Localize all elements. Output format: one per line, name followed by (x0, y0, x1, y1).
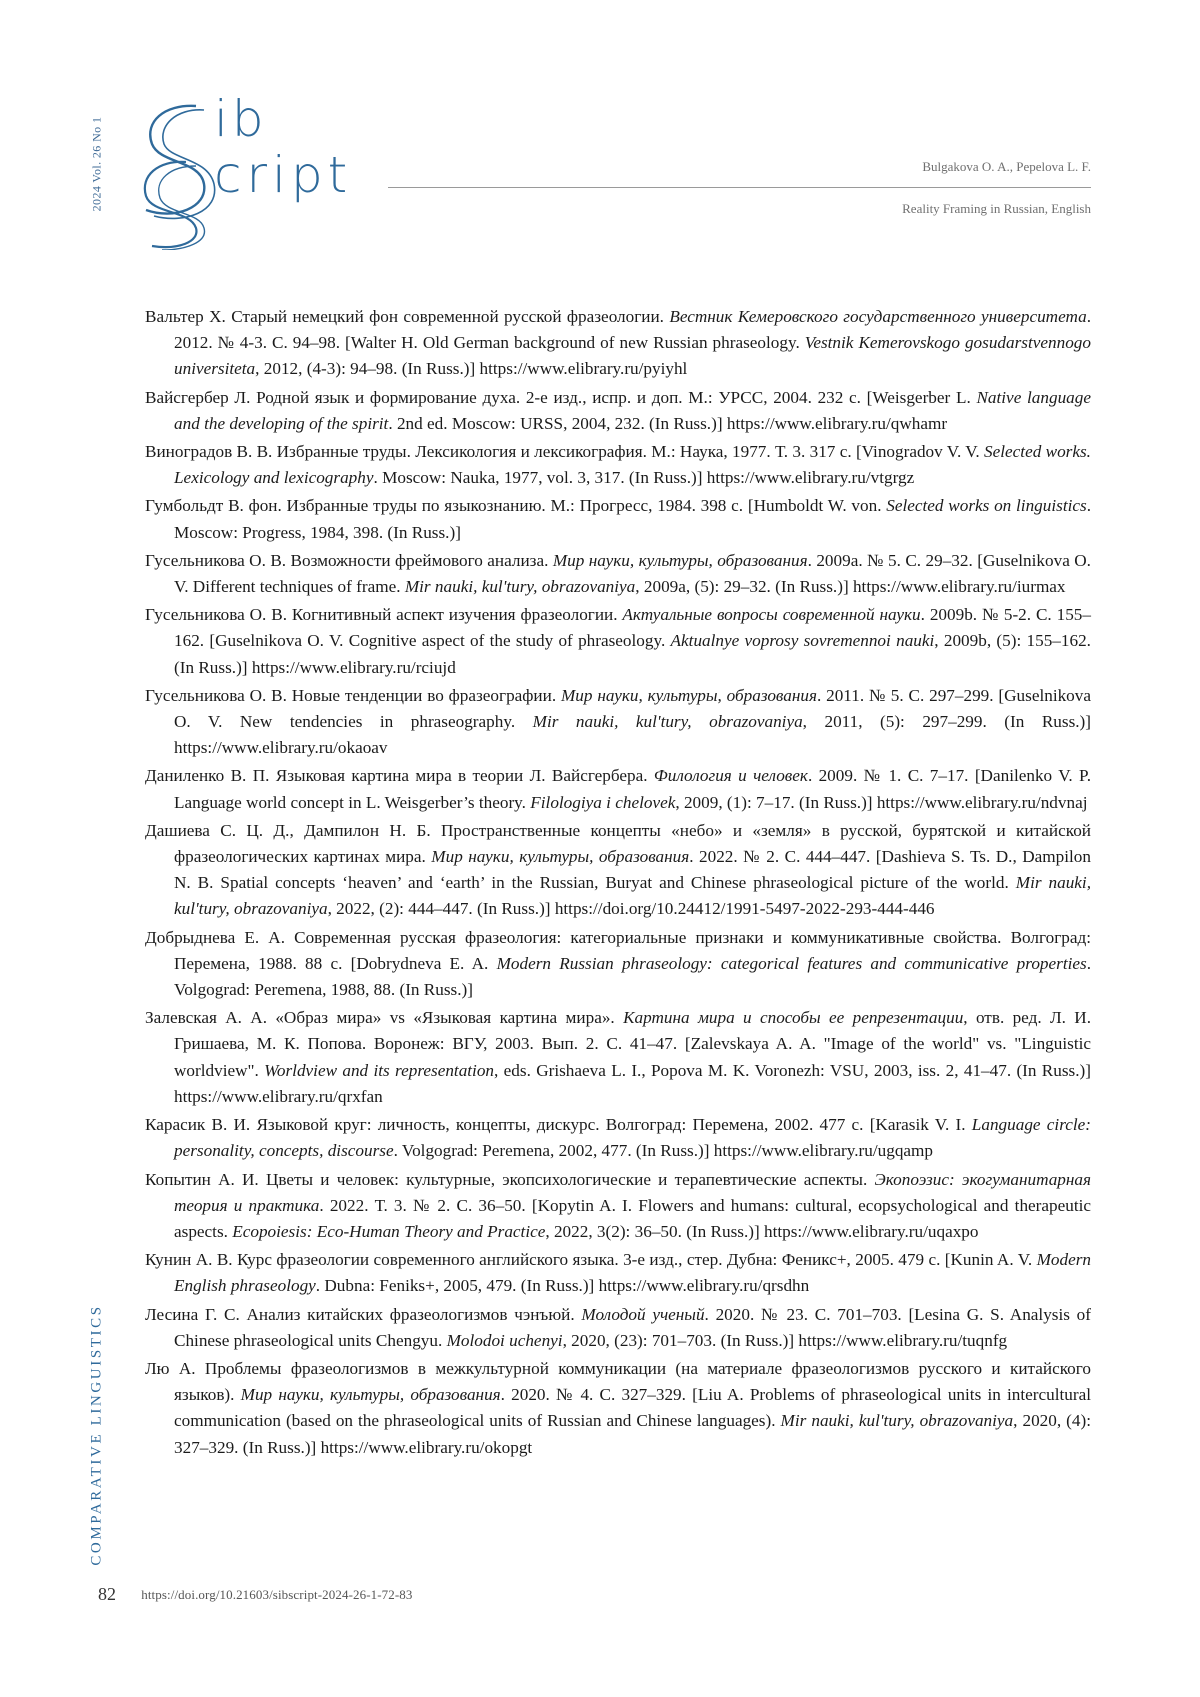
reference-title: Modern English phraseology (174, 1250, 1091, 1296)
reference-title: Филология и человек (653, 766, 808, 786)
reference-text: Гусельникова О. В. Возможности фреймового анализа. (145, 550, 553, 570)
reference-title: Вестник Кемеровского государственного университета (669, 307, 1087, 326)
volume-text: 2024 Vol. 26 No 1 (89, 116, 104, 212)
reference-text: Кунин А. В. Курс фразеологии современного английского языка. 3-е изд., стер. Дубна: Феникс+, 2005. 479 с. [Kunin A. V. (145, 1250, 1037, 1270)
reference-text: , 2022, 3(2): 36–50. (In Russ.)] https://www.elibrary.ru/uqaxpo (545, 1221, 979, 1241)
reference-item (145, 1356, 1091, 1461)
section-text: COMPARATIVE LINGUISTICS (88, 1304, 105, 1566)
reference-text: Виноградов В. В. Избранные труды. Лексикология и лексикография. М.: Наука, 1977. Т. 3. 317 с. [Vinogradov V. V. (145, 442, 985, 462)
reference-text: , 2009, (1): 7–17. (In Russ.)] https://www.elibrary.ru/ndvnaj (675, 792, 1088, 812)
reference-item (145, 925, 1091, 1004)
reference-title: Aktualnye voprosy sovremennoi nauki (670, 631, 935, 651)
reference-text: . 2009b. № 5-2. С. 155–162. [Guselnikova O. V. Cognitive aspect of the study of phraseology. (174, 605, 1091, 651)
reference-list (145, 304, 1091, 1463)
reference-item (145, 1112, 1091, 1164)
reference-item (145, 385, 1091, 437)
reference-text: . Dubna: Feniks+, 2005, 479. (In Russ.)] https://www.elibrary.ru/qrsdhn (315, 1276, 810, 1296)
journal-logo (134, 90, 374, 250)
reference-text: . 2009a. № 5. С. 29–32. [Guselnikova O. V. Different techniques of frame. (174, 550, 1091, 597)
reference-item (145, 493, 1091, 545)
reference-text: Лесина Г. С. Анализ китайских фразеологизмов чэнъюй. (145, 1304, 582, 1324)
reference-text: . 2020. № 23. С. 701–703. [Lesina G. S. Analysis of Chinese phraseological units Chengyu. (174, 1304, 1091, 1350)
reference-text: , 2020, (4): 327–329. (In Russ.)] https://www.elibrary.ru/okopgt (174, 1411, 1091, 1457)
reference-title: Language circle: personality, concepts, discourse (174, 1115, 1091, 1161)
reference-text: , 2020, (23): 701–703. (In Russ.)] https://www.elibrary.ru/tuqnfg (562, 1330, 1008, 1350)
reference-item (145, 1302, 1091, 1354)
reference-title: Worldview and its representation (264, 1060, 495, 1080)
reference-text: , отв. ред. Л. И. Гришаева, М. К. Попова. Воронеж: ВГУ, 2003. Вып. 2. С. 41–47. [Zalevskaya A. A. "Image of the world" vs. "Linguistic worldview". (174, 1008, 1091, 1080)
reference-text: Гумбольдт В. фон. Избранные труды по языкознанию. М.: Прогресс, 1984. 398 с. [Humboldt W. von. (145, 496, 887, 516)
logo-text-top: ib (214, 90, 268, 148)
reference-title: Ecopoiesis: Eco-Human Theory and Practice (232, 1221, 546, 1241)
reference-text: , 2009a, (5): 29–32. (In Russ.)] https://www.elibrary.ru/iurmax (635, 577, 1066, 597)
reference-item (145, 1167, 1091, 1246)
reference-title: Актуальные вопросы современной науки (622, 605, 921, 625)
reference-item (145, 548, 1091, 600)
reference-item (145, 763, 1091, 815)
reference-item (145, 1005, 1091, 1110)
reference-text: . 2020. № 4. С. 327–329. [Liu A. Problems of phraseological units in intercultural communication (based on the phraseological units of Russian and Chinese languages). (174, 1385, 1091, 1431)
reference-text: . 2nd ed. Moscow: URSS, 2004, 232. (In Russ.)] https://www.elibrary.ru/qwhamr (388, 413, 948, 433)
reference-title: Vestnik Kemerovskogo gosudarstvennogo universiteta (174, 333, 1091, 379)
reference-text: , 2011, (5): 297–299. (In Russ.)] https://www.elibrary.ru/okaoav (174, 712, 1091, 758)
reference-text: Гусельникова О. В. Новые тенденции во фразеографии. (145, 685, 561, 705)
reference-title: Modern Russian phraseology: categorical features and communicative properties (496, 953, 1087, 973)
reference-text: Копытин А. И. Цветы и человек: культурные, экопсихологические и терапевтические аспекты. (145, 1169, 875, 1189)
reference-title: Мир науки, культуры, образования (552, 550, 808, 570)
reference-text: , 2012, (4-3): 94–98. (In Russ.)] https://www.elibrary.ru/pyiyhl (255, 359, 688, 379)
section-label (86, 1290, 108, 1580)
reference-text: Вальтер Х. Старый немецкий фон современной русской фразеологии. (145, 307, 670, 326)
reference-text: . Volgograd: Peremena, 2002, 477. (In Russ.)] https://www.elibrary.ru/ugqamp (393, 1141, 934, 1161)
volume-label (86, 100, 108, 228)
reference-text: Вайсгербер Л. Родной язык и формирование духа. 2-е изд., испр. и доп. М.: УРСС, 2004. 232 с. [Weisgerber L. (145, 387, 977, 407)
reference-title: Экопоэзис: экогуманитарная теория и практика (174, 1169, 1091, 1215)
reference-title: Mir nauki, kul'tury, obrazovaniya (532, 712, 803, 732)
footer-doi-link[interactable]: https://doi.org/10.21603/sibscript-2024-26-1-72-83 (141, 1587, 413, 1602)
reference-item (145, 683, 1091, 762)
reference-title: Filologiya i chelovek (530, 792, 676, 812)
page-number: 82 (98, 1584, 116, 1604)
reference-text: , 2022, (2): 444–447. (In Russ.)] https://doi.org/10.24412/1991-5497-2022-293-444-446 (327, 899, 935, 919)
reference-text: Карасик В. И. Языковой круг: личность, концепты, дискурс. Волгоград: Перемена, 2002. 477 с. [Karasik V. I. (145, 1115, 972, 1135)
reference-text: Дашиева С. Ц. Д., Дампилон Н. Б. Пространственные концепты «небо» и «земля» в русской, бурятской и китайской фразеологических картинах мира. (145, 820, 1091, 867)
reference-title: Картина мира и способы ее репрезентации (623, 1008, 964, 1028)
reference-title: Мир науки, культуры, образования (240, 1385, 501, 1405)
reference-text: , 2009b, (5): 155–162. (In Russ.)] https://www.elibrary.ru/rciujd (174, 631, 1091, 677)
header-author: Bulgakova O. A., Pepelova L. F. (922, 159, 1091, 174)
reference-text: . 2009. № 1. С. 7–17. [Danilenko V. P. Language world concept in L. Weisgerber’s theory. (174, 766, 1092, 812)
reference-title: Mir nauki, kul'tury, obrazovaniya (174, 873, 1092, 919)
reference-title: Mir nauki, kul'tury, obrazovaniya (780, 1411, 1014, 1431)
reference-text: . 2022. Т. 3. № 2. С. 36–50. [Kopytin A. I. Flowers and humans: cultural, ecopsychological and therapeutic aspects. (174, 1195, 1092, 1241)
reference-title: Мир науки, культуры, образования (431, 847, 690, 867)
header-divider (388, 187, 1091, 188)
reference-item (145, 602, 1091, 681)
reference-text: , eds. Grishaeva L. I., Popova M. K. Voronezh: VSU, 2003, iss. 2, 41–47. (In Russ.)] https://www.elibrary.ru/qrxfan (174, 1060, 1091, 1106)
reference-title: Selected works. Lexicology and lexicography (174, 442, 1091, 488)
reference-text: . 2011. № 5. С. 297–299. [Guselnikova O. V. New tendencies in phraseography. (174, 685, 1092, 732)
reference-text: . Moscow: Progress, 1984, 398. (In Russ.)] (174, 496, 1091, 542)
reference-text: . 2012. № 4-3. С. 94–98. [Walter H. Old German background of new Russian phraseology. (174, 307, 1091, 353)
reference-text: Даниленко В. П. Языковая картина мира в теории Л. Вайсгербера. (145, 766, 654, 786)
reference-text: Лю А. Проблемы фразеологизмов в межкультурной коммуникации (на материале фразеологизмов русского и китайского языков). (145, 1358, 1091, 1405)
page-footer (98, 1584, 413, 1605)
reference-item (145, 439, 1091, 491)
reference-title: Selected works on linguistics (886, 496, 1087, 516)
reference-title: Мир науки, культуры, образования (560, 685, 817, 705)
reference-item (145, 818, 1091, 923)
reference-text: Добрыднева Е. А. Современная русская фразеология: категориальные признаки и коммуникативные свойства. Волгоград: Перемена, 1988. 88 с. [Dobrydneva E. A. (145, 927, 1091, 973)
reference-title: Mir nauki, kul'tury, obrazovaniya (404, 577, 636, 597)
reference-text: . Moscow: Nauka, 1977, vol. 3, 317. (In Russ.)] https://www.elibrary.ru/vtgrgz (373, 468, 915, 488)
reference-text: . 2022. № 2. С. 444–447. [Dashieva S. Ts. D., Dampilon N. B. Spatial concepts ‘heaven’ and ‘earth’ in the Russian, Buryat and Chinese phraseological picture of the world. (174, 847, 1091, 893)
reference-text: . Volgograd: Peremena, 1988, 88. (In Russ.)] (174, 953, 1091, 1000)
reference-item (145, 1247, 1091, 1299)
reference-title: Molodoi uchenyi (446, 1330, 563, 1350)
reference-text: Залевская А. А. «Образ мира» vs «Языковая картина мира». (145, 1008, 624, 1028)
reference-item (145, 304, 1091, 383)
header-running-title: Reality Framing in Russian, English (902, 201, 1091, 216)
reference-title: Native language and the developing of the spirit (174, 387, 1091, 433)
reference-text: Гусельникова О. В. Когнитивный аспект изучения фразеологии. (145, 605, 623, 625)
logo-text-bottom: cript (214, 146, 353, 204)
reference-title: Молодой ученый (581, 1304, 705, 1324)
